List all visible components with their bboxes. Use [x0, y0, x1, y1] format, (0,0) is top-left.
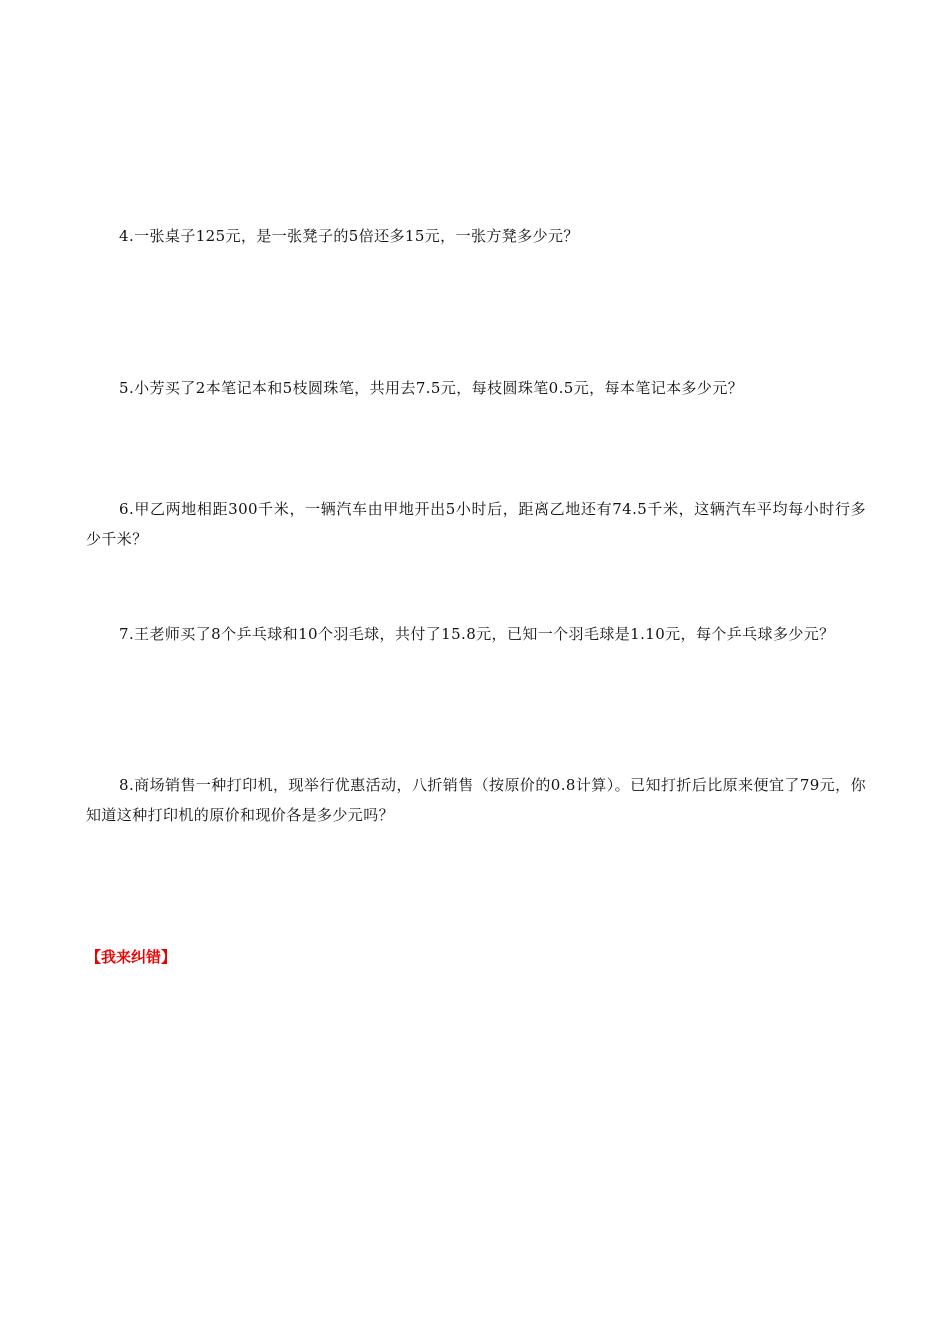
- heading-title: 我来纠错: [101, 948, 162, 966]
- heading-bracket-left: 【: [86, 948, 102, 966]
- problem-8: [86, 770, 866, 830]
- problem-6: [86, 494, 866, 554]
- section-heading-correction: [86, 943, 176, 971]
- problem-text: 一张桌子125元，是一张凳子的5倍还多15元，一张方凳多少元？: [134, 227, 579, 245]
- heading-bracket-right: 】: [161, 948, 177, 966]
- problem-text: 小芳买了2本笔记本和5枝圆珠笔，共用去7.5元，每枝圆珠笔0.5元，每本笔记本多少元？: [134, 379, 744, 397]
- problem-text: 王老师买了8个乒乓球和10个羽毛球，共付了15.8元，已知一个羽毛球是1.10元，每个乒乓球多少元？: [134, 625, 835, 643]
- problem-number: 8.: [119, 776, 135, 794]
- problem-number: 5.: [119, 379, 135, 397]
- problem-text: 商场销售一种打印机，现举行优惠活动，八折销售（按原价的0.8计算）。已知打折后比原来便宜了79元，你知道这种打印机的原价和现价各是多少元吗？: [86, 776, 866, 824]
- problem-number: 7.: [119, 625, 135, 643]
- problem-number: 4.: [119, 227, 135, 245]
- problem-7: [86, 619, 866, 649]
- problem-4: [86, 221, 866, 251]
- problem-number: 6.: [119, 500, 135, 518]
- problem-text: 甲乙两地相距300千米，一辆汽车由甲地开出5小时后，距离乙地还有74.5千米，这辆汽车平均每小时行多少千米？: [86, 500, 866, 548]
- problem-5: [86, 373, 866, 403]
